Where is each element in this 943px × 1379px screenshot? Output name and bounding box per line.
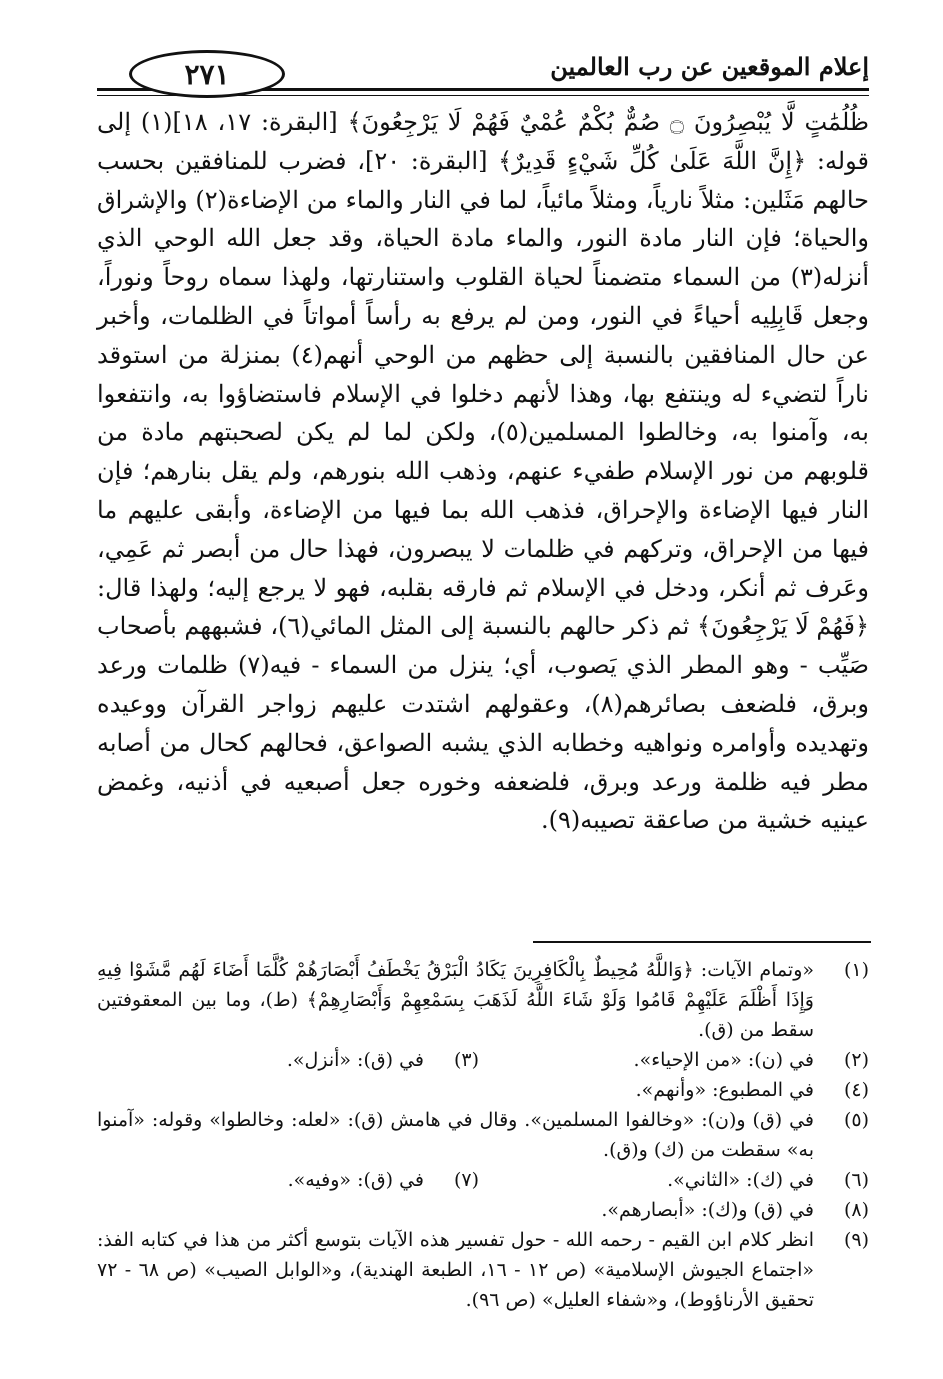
page-header <box>97 40 869 100</box>
footnote-3 <box>287 1045 479 1075</box>
running-title: إعلام الموقعين عن رب العالمين <box>550 52 869 81</box>
page-number: ٢٧١ <box>184 57 230 91</box>
footnote-text: «وتمام الآيات: ﴿وَاللَّهُ مُحِيطٌ بِالْكَافِرِينَ يَكَادُ الْبَرْقُ يَخْطَفُ أَبْصَارَهُمْ كُلَّمَا أَضَاءَ لَهُم مَّشَوْا فِيهِ وَإِذَا أَظْلَمَ عَلَيْهِمْ قَامُوا وَلَوْ شَاءَ اللَّهُ لَذَهَبَ بِسَمْعِهِمْ وَأَبْصَارِهِمْ﴾ (ط)، وما بين المعقوفتين سقط من (ق). <box>97 959 814 1041</box>
footnote-number: (٤) <box>843 1079 869 1101</box>
footnote-4 <box>97 1075 869 1105</box>
footnote-text: في المطبوع: «وأنهم». <box>635 1079 814 1101</box>
footnote-5 <box>97 1105 869 1165</box>
body-paragraph: ظُلُمَٰتٍ لَّا يُبْصِرُونَ ۝ صُمٌّ بُكْمٌ عُمْيٌ فَهُمْ لَا يَرْجِعُونَ﴾ [البقرة: ١٧، ١٨](١) إلى قوله: ﴿إِنَّ اللَّهَ عَلَىٰ كُلِّ شَيْءٍ قَدِيرٌ﴾ [البقرة: ٢٠]، فضرب للمنافقين بحسب حالهم مَثَلين: مثلاً نارياً، ومثلاً مائياً، لما في النار والماء من الإضاءة(٢) والإشراق والحياة؛ فإن النار مادة النور، والماء مادة الحياة، وقد جعل الله الوحي الذي أنزله(٣) من السماء متضمناً لحياة القلوب واستنارتها، ولهذا سماه روحاً ونوراً، وجعل قَابِلِيه أحياءً في النور، ومن لم يرفع به رأساً أمواتاً في الظلمات، وأخبر عن حال المنافقين بالنسبة إلى حظهم من الوحي أنهم(٤) بمنزلة من استوقد ناراً لتضيء له وينتفع بها، وهذا لأنهم دخلوا في الإسلام فاستضاؤوا به، وانتفعوا به، وآمنوا به، وخالطوا المسلمين(٥)، ولكن لما لم يكن لصحبتهم مادة من قلوبهم من نور الإسلام طفيء عنهم، وذهب الله بنورهم، ولم يقل بنارهم؛ فإن النار فيها الإضاءة والإحراق، فذهب الله بما فيها من الإضاءة، وأبقى عليهم ما فيها من الإحراق، وتركهم في ظلمات لا يبصرون، فهذا حال من أبصر ثم عَمِي، وعَرف ثم أنكر، ودخل في الإسلام ثم فارقه بقلبه، فهو لا يرجع إليه؛ ولهذا قال: ﴿فَهُمْ لَا يَرْجِعُونَ﴾ ثم ذكر حالهم بالنسبة إلى المثل المائي(٦)، فشبههم بأصحاب صَيِّب - وهو المطر الذي يَصوب، أي؛ ينزل من السماء - فيه(٧) ظلمات ورعد وبرق، فلضعف بصائرهم(٨)، وعقولهم اشتدت عليهم زواجر القرآن ووعيده وتهديده وأوامره ونواهيه وخطابه الذي يشبه الصواعق، فحالهم كحال من أصابه مطر فيه ظلمة ورعد وبرق، فلضعفه وخوره جعل أصبعيه في أذنيه، وغمض عينيه خشية من صاعقة تصيبه(٩). <box>97 108 870 835</box>
footnote-row-2-3 <box>97 1045 869 1075</box>
page-number-badge <box>129 50 285 98</box>
footnote-number: (٣) <box>453 1049 479 1071</box>
footnote-text: في (ق): «أنزل». <box>286 1049 424 1071</box>
footnote-6 <box>667 1165 869 1195</box>
footnote-number: (٧) <box>453 1169 479 1191</box>
footnote-number: (٩) <box>843 1229 869 1251</box>
footnote-text: في (ق) و(ن): «وخالفوا المسلمين». وقال في هامش (ق): «لعله: وخالطوا» وقوله: «آمنوا به» سقطت من (ك) و(ق). <box>97 1109 814 1161</box>
footnote-text: في (ق): «وفيه». <box>287 1169 424 1191</box>
footnote-number: (٢) <box>843 1049 869 1071</box>
footnote-1 <box>97 955 869 1045</box>
footnote-9 <box>97 1225 869 1315</box>
footnote-text: في (ق) و(ك): «أبصارهم». <box>601 1199 814 1221</box>
footnote-number: (٦) <box>843 1169 869 1191</box>
footnote-number: (٨) <box>843 1199 869 1221</box>
footnote-number: (٥) <box>843 1109 869 1131</box>
footnote-2 <box>634 1045 869 1075</box>
footnote-number: (١) <box>843 959 869 981</box>
footnotes <box>97 955 869 1315</box>
footnote-row-6-7 <box>97 1165 869 1195</box>
footnote-7 <box>288 1165 479 1195</box>
main-text <box>97 103 869 840</box>
footnote-text: في (ك): «الثاني». <box>667 1169 814 1191</box>
footnote-separator <box>533 941 871 943</box>
footnote-8 <box>97 1195 869 1225</box>
footnote-text: انظر كلام ابن القيم - رحمه الله - حول تفسير هذه الآيات بتوسع أكثر من هذا في كتابه الفذ: «اجتماع الجيوش الإسلامية» (ص ١٢ - ١٦، الطبعة الهندية)، و«الوابل الصيب» (ص ٦٨ - ٧٢ تحقيق الأرناؤوط)، و«شفاء العليل» (ص ٩٦). <box>97 1229 815 1311</box>
footnote-text: في (ن): «من الإحياء». <box>633 1049 814 1071</box>
